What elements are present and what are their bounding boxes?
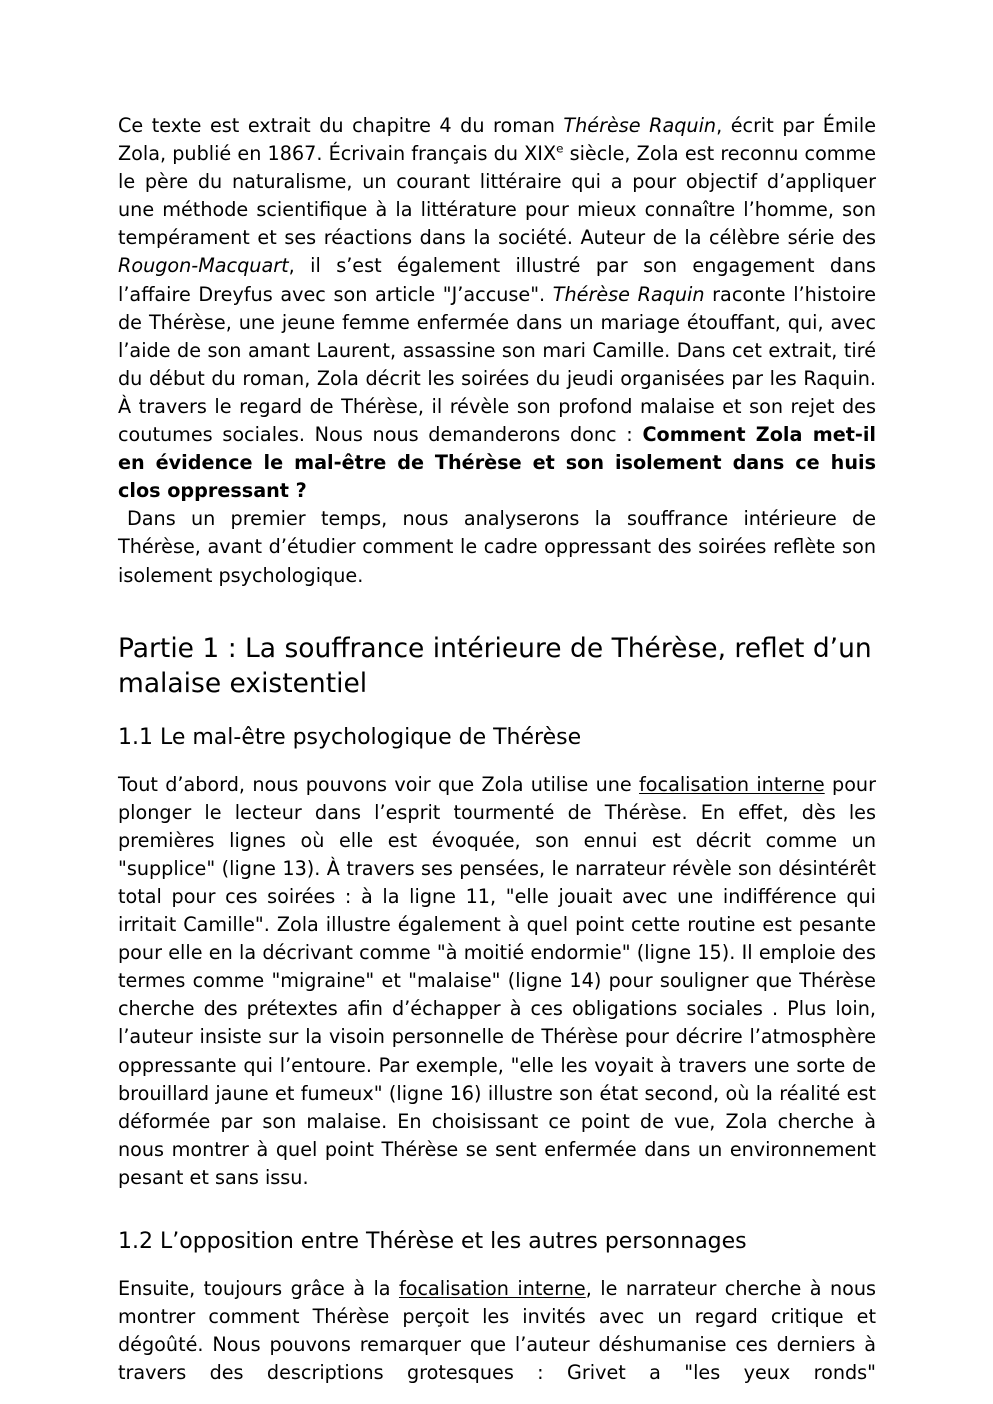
spacer-after-section-1-1-heading: [118, 753, 876, 771]
series-title-rougon-macquart: Rougon-Macquart: [118, 254, 289, 278]
annonce-du-plan-paragraph: Dans un premier temps, nous analyserons la souffrance intérieure de Thérèse, avant d’étudier comment le cadre oppressant des soirées reflète son isolement psychologique.: [118, 507, 876, 587]
spacer-before-part-heading: [118, 590, 876, 631]
intro-text-part-1: Ce texte est extrait du chapitre 4 du roman: [118, 114, 564, 137]
section-1-2-text-part-2: , le narrateur cherche à nous montrer comment Thérèse perçoit les invités avec un regard critique et dégoûté. Nous pouvons remarquer que l’auteur déshumanise ces derniers à travers des descriptions grotesques : Grivet a "les yeux ronds": [118, 1277, 876, 1385]
intro-text-part-3: siècle, Zola est reconnu comme le père du naturalisme, un courant littéraire qui a pour objectif d’appliquer une méthode scientifique à la littérature pour mieux connaître l’homme, son tempérament et ses réactions dans la société. Auteur de la célèbre série des: [118, 142, 876, 250]
spacer-after-part-heading: [118, 701, 876, 723]
intro-paragraph: [118, 112, 876, 505]
intro-text-part-4: , il s’est également illustré par son engagement dans l’affaire Dreyfus avec son article "J’accuse".: [118, 254, 876, 306]
novel-title-therese-raquin-1: Thérèse Raquin: [563, 114, 717, 137]
spacer-after-section-1-2-heading: [118, 1257, 876, 1275]
document-content: [118, 112, 876, 1404]
novel-title-therese-raquin-2: Thérèse Raquin: [552, 282, 705, 306]
section-1-1-paragraph: [118, 771, 876, 1192]
part-1-heading: Partie 1 : La souffrance intérieure de Thérèse, reflet d’un malaise existentiel: [118, 632, 872, 699]
underlined-term-focalisation-interne-1: focalisation interne: [639, 772, 825, 796]
spacer-before-section-1-2-heading: [118, 1192, 876, 1227]
section-1-1-heading: 1.1 Le mal-être psychologique de Thérèse: [118, 724, 582, 750]
intro-text-part-2: , écrit par Émile Zola, publié en 1867. Écrivain français du XIX: [118, 114, 877, 166]
ordinal-superscript-e: e: [556, 141, 564, 156]
section-1-2-text-part-1: Ensuite, toujours grâce à la: [118, 1277, 399, 1300]
underlined-term-focalisation-interne-2: focalisation interne: [398, 1277, 586, 1300]
section-1-2-paragraph: [118, 1275, 876, 1404]
section-1-1-text-part-1: Tout d’abord, nous pouvons voir que Zola utilise une: [118, 772, 640, 796]
intro-text-part-5: raconte l’histoire de Thérèse, une jeune femme enfermée dans un mariage étouffant, qui, avec l’aide de son amant Laurent, assassine son mari Camille. Dans cet extrait, tiré du début du roman, Zola décrit les soirées du jeudi organisées par les Raquin. À travers le regard de Thérèse, il révèle son profond malaise et son rejet des coutumes sociales. Nous nous demanderons donc :: [118, 282, 877, 447]
problematique-bold: Comment Zola met-il en évidence le mal-être de Thérèse et son isolement dans ce huis clos oppressant ?: [118, 423, 876, 503]
section-1-1-text-part-2: pour plonger le lecteur dans l’esprit tourmenté de Thérèse. En effet, dès les premières lignes où elle est évoquée, son ennui est décrit comme un "supplice" (ligne 13). À travers ses pensées, le narrateur révèle son désintérêt total pour ces soirées : à la ligne 11, "elle jouait avec une indifférence qui irritait Camille". Zola illustre également à quel point cette routine est pesante pour elle en la décrivant comme "à moitié endormie" (ligne 15). Il emploie des termes comme "migraine" et "malaise" (ligne 14) pour souligner que Thérèse cherche des prétextes afin d’échapper à ces obligations sociales . Plus loin, l’auteur insiste sur la visoin personnelle de Thérèse pour décrire l’atmosphère oppressante qui l’entoure. Par exemple, "elle les voyait à travers une sorte de brouillard jaune et fumeux" (ligne 16) illustre son état second, où la réalité est déformée par son malaise. En choisissant ce point de vue, Zola cherche à nous montrer à quel point Thérèse se sent enfermée dans un environnement pesant et sans issu.: [118, 772, 876, 1189]
section-1-2-heading: 1.2 L’opposition entre Thérèse et les autres personnages: [118, 1229, 747, 1254]
